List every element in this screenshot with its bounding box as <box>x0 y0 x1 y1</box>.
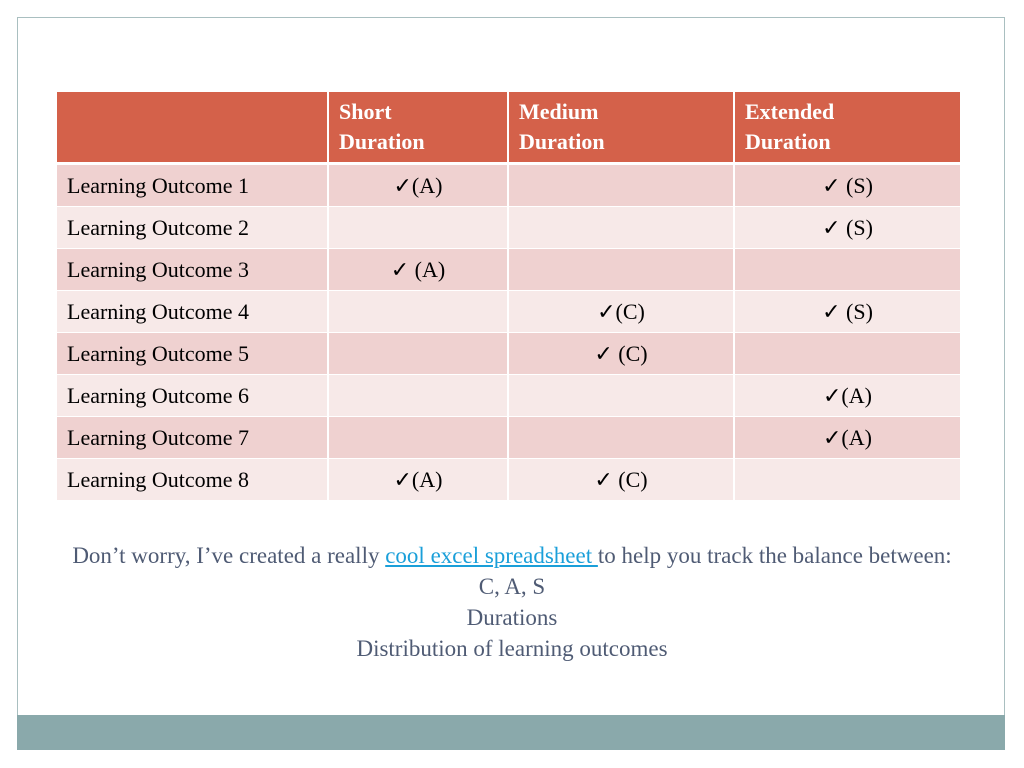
medium-duration-cell: ✓ (C) <box>508 333 734 375</box>
extended-duration-cell: ✓(A) <box>734 417 960 459</box>
footer-bar <box>17 715 1005 750</box>
header-line: Duration <box>519 129 605 154</box>
short-duration-cell: ✓(A) <box>328 459 508 501</box>
short-duration-cell <box>328 375 508 417</box>
header-cell-short-duration <box>328 92 508 164</box>
medium-duration-cell <box>508 375 734 417</box>
outcome-label: Learning Outcome 7 <box>57 417 328 459</box>
table-row <box>57 417 960 459</box>
table-row <box>57 249 960 291</box>
short-duration-cell: ✓ (A) <box>328 249 508 291</box>
header-cell-extended-duration <box>734 92 960 164</box>
table-header-row <box>57 92 960 164</box>
short-duration-cell <box>328 417 508 459</box>
header-line: Duration <box>339 129 425 154</box>
extended-duration-cell <box>734 459 960 501</box>
outcome-label: Learning Outcome 6 <box>57 375 328 417</box>
caption-line-cas: C, A, S <box>478 574 546 599</box>
extended-duration-cell: ✓ (S) <box>734 291 960 333</box>
header-line: Medium <box>519 99 599 124</box>
outcome-label: Learning Outcome 8 <box>57 459 328 501</box>
caption-line-distribution: Distribution of learning outcomes <box>356 636 668 661</box>
short-duration-cell <box>328 291 508 333</box>
header-line: Short <box>339 99 392 124</box>
medium-duration-cell <box>508 164 734 207</box>
medium-duration-cell <box>508 207 734 249</box>
medium-duration-cell: ✓ (C) <box>508 459 734 501</box>
header-line: Extended <box>745 99 835 124</box>
spreadsheet-link[interactable]: cool excel spreadsheet <box>385 543 598 568</box>
outcome-label: Learning Outcome 1 <box>57 164 328 207</box>
table-row <box>57 459 960 501</box>
extended-duration-cell: ✓ (S) <box>734 207 960 249</box>
extended-duration-cell: ✓(A) <box>734 375 960 417</box>
table-row <box>57 375 960 417</box>
outcome-label: Learning Outcome 5 <box>57 333 328 375</box>
outcome-label: Learning Outcome 3 <box>57 249 328 291</box>
medium-duration-cell <box>508 417 734 459</box>
header-cell-blank <box>57 92 328 164</box>
table-row <box>57 207 960 249</box>
learning-outcomes-table <box>57 92 960 501</box>
short-duration-cell <box>328 333 508 375</box>
medium-duration-cell <box>508 249 734 291</box>
table-row <box>57 333 960 375</box>
caption-text <box>57 540 967 664</box>
caption-intro: Don’t worry, I’ve created a really <box>72 543 386 568</box>
extended-duration-cell: ✓ (S) <box>734 164 960 207</box>
outcome-label: Learning Outcome 2 <box>57 207 328 249</box>
header-cell-medium-duration <box>508 92 734 164</box>
caption-first-line <box>57 540 967 571</box>
extended-duration-cell <box>734 249 960 291</box>
short-duration-cell: ✓(A) <box>328 164 508 207</box>
caption-after-link: to help you track the balance between: <box>597 543 952 568</box>
outcome-label: Learning Outcome 4 <box>57 291 328 333</box>
medium-duration-cell: ✓(C) <box>508 291 734 333</box>
short-duration-cell <box>328 207 508 249</box>
header-line: Duration <box>745 129 831 154</box>
caption-line-durations: Durations <box>466 605 558 630</box>
table-row <box>57 164 960 207</box>
table-row <box>57 291 960 333</box>
extended-duration-cell <box>734 333 960 375</box>
